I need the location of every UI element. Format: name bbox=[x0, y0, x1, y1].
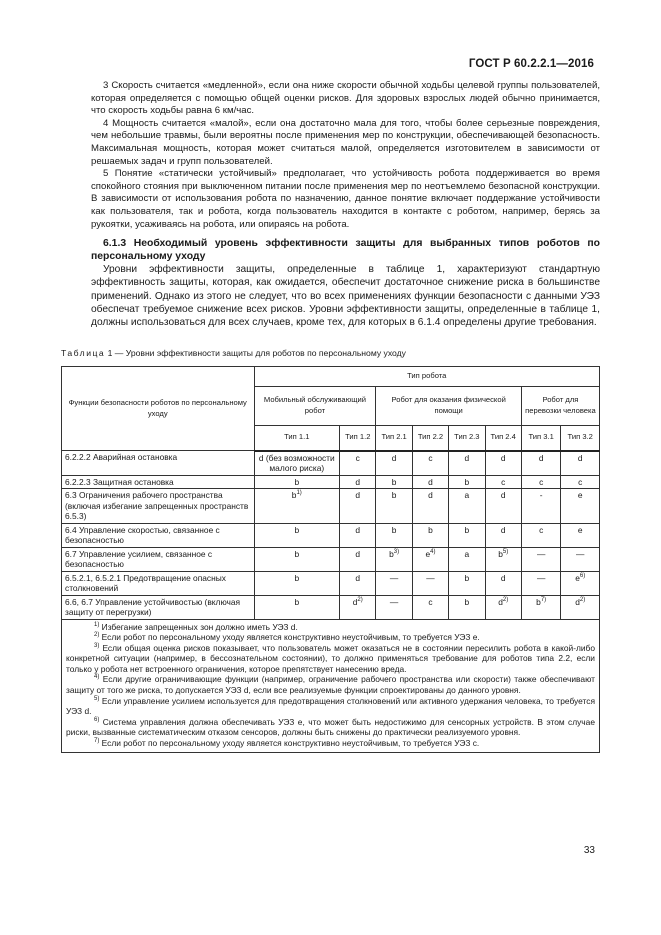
footnote-mark: 6) bbox=[579, 572, 586, 579]
table-note bbox=[66, 738, 595, 749]
cell-value: d (без возможности малого риска) bbox=[254, 451, 340, 476]
footnote-mark: 2) bbox=[357, 596, 363, 603]
table-row bbox=[62, 489, 600, 524]
cell-value: b bbox=[376, 523, 412, 547]
section-heading: 6.1.3 Необходимый уровень эффективности защиты для выбранных типов роботов по персональному уходу bbox=[91, 238, 600, 263]
footnote-mark: 1) bbox=[296, 490, 302, 496]
cell-value: b bbox=[291, 490, 297, 500]
table-row bbox=[62, 451, 600, 476]
page-number: 33 bbox=[583, 845, 595, 856]
table-note-text: Если робот по персональному уходу является конструктивно неустойчивым, то требуется УЭЗ c. bbox=[101, 738, 480, 749]
body-text bbox=[91, 80, 600, 329]
cell-value: c bbox=[561, 475, 600, 489]
table-row bbox=[62, 547, 600, 571]
footnote-mark: 5) bbox=[94, 695, 100, 702]
table-note bbox=[66, 632, 595, 643]
type-3-1: Тип 3.1 bbox=[521, 425, 561, 451]
cell-value-with-note bbox=[376, 547, 412, 571]
paragraph-note-5: 5 Понятие «статически устойчивый» предполагает, что устойчивость робота поддерживается во время спокойного стояния при выключенном питании после применения мер по неотъемлемо безопасной конструкции. В зависимости от использования робота по назначению, данное понятие включает поддержание устойчивости как пользователя, так и робота, когда пользователь находится в контакте с роботом, например, берясь за рукоятки, усаживаясь на робота, или опираясь на робота. bbox=[91, 168, 600, 230]
cell-value: — bbox=[376, 571, 412, 595]
group-physical-assistant: Робот для оказания физической помощи bbox=[376, 386, 521, 425]
cell-value: e bbox=[425, 548, 431, 559]
cell-value: b bbox=[254, 547, 340, 571]
cell-value: d bbox=[340, 489, 376, 524]
footnote-mark: 3) bbox=[94, 642, 100, 649]
table-notes bbox=[62, 619, 600, 752]
table-row bbox=[62, 571, 600, 595]
header-functions: Функции безопасности роботов по персональному уходу bbox=[62, 367, 255, 451]
table-row bbox=[62, 523, 600, 547]
cell-value: d bbox=[340, 523, 376, 547]
type-3-2: Тип 3.2 bbox=[561, 425, 600, 451]
cell-value: b bbox=[536, 596, 541, 607]
cell-value: — bbox=[521, 571, 561, 595]
cell-value: d bbox=[412, 475, 448, 489]
footnote-mark: 4) bbox=[94, 674, 100, 681]
cell-value: e bbox=[561, 489, 600, 524]
table-row bbox=[62, 595, 600, 619]
table-caption-label: Таблица bbox=[61, 348, 106, 358]
cell-value: — bbox=[561, 547, 600, 571]
row-function: 6.7 Управление усилием, связанное с безопасностью bbox=[62, 547, 255, 571]
table-note-text: Если управление усилием используется для предотвращения столкновений или активного удержания человека, то требуется УЭЗ d. bbox=[66, 695, 595, 717]
type-2-1: Тип 2.1 bbox=[376, 425, 412, 451]
table-row bbox=[62, 475, 600, 489]
table-caption-text: 1 — Уровни эффективности защиты для роботов по персональному уходу bbox=[107, 348, 406, 358]
cell-value: b bbox=[376, 475, 412, 489]
table-note-text: Система управления должна обеспечивать УЭЗ e, что может быть недостижимо для сенсорных устройств. В этом случае риски, вызванные систематическим отказом сенсоров, должны быть снижены до практически реализуемого уровня. bbox=[66, 716, 595, 738]
cell-value: d bbox=[561, 451, 600, 476]
cell-value-with-note bbox=[485, 547, 521, 571]
cell-value: d bbox=[340, 547, 376, 571]
header-robot-type: Тип робота bbox=[254, 367, 599, 387]
footnote-mark: 2) bbox=[579, 596, 586, 603]
footnote-mark: 1) bbox=[94, 621, 100, 628]
paragraph-note-3: 3 Скорость считается «медленной», если она ниже скорости обычной ходьбы целевой группы пользователей, которая определяется с помощью общей оценки рисков. Для здоровых взрослых людей обычно принимается, что скорость ходьбы равна 6 км/час. bbox=[91, 80, 600, 117]
cell-value-with-note bbox=[561, 571, 600, 595]
table-note-text: Избегание запрещенных зон должно иметь УЭЗ d. bbox=[101, 621, 298, 632]
cell-value: b bbox=[376, 489, 412, 524]
type-2-3: Тип 2.3 bbox=[449, 425, 485, 451]
cell-value: e bbox=[575, 572, 580, 583]
table-notes-row bbox=[62, 619, 600, 752]
footnote-mark: 3) bbox=[393, 548, 400, 555]
footnote-mark: 2) bbox=[502, 596, 509, 603]
table-note-text: Если робот по персональному уходу является конструктивно неустойчивым, то требуется УЭЗ e. bbox=[101, 632, 480, 643]
type-1-1: Тип 1.1 bbox=[254, 425, 340, 451]
type-1-2: Тип 1.2 bbox=[340, 425, 376, 451]
section-text: Уровни эффективности защиты, определенные в таблице 1, характеризуют стандартную эффективность защиты, которая, как ожидается, обеспечит достаточное снижение риска в большинстве применений. Однако из этого не следует, что во всех применениях функции безопасности с данными УЭЗ обеспечат требуемое снижение всех рисков. Уровни эффективности защиты, определенные в таблице 1, должны использоваться для всех случаев, кроме тех, для которых в 6.1.4 определены другие требования. bbox=[91, 264, 600, 328]
cell-value: b bbox=[449, 571, 485, 595]
table-note-text: Если другие ограничивающие функции (например, ограничение рабочего пространства или скорости) также обеспечивают защиту от того же риска, то допускается УЭЗ d, если все реализуемые функции спроектированы до данного уровня. bbox=[66, 674, 596, 696]
cell-value: c bbox=[412, 451, 448, 476]
table-note-text: Если общая оценка рисков показывает, что пользователь может оказаться не в состоянии пересилить робота в какой-либо конкретной ситуации (например, в бессознательном состоянии), то должно применяться требование для роботов типа 2.2, если только у робота нет встроенного ограничения, которое препятствует нанесению вреда. bbox=[66, 642, 595, 674]
cell-value: — bbox=[521, 547, 561, 571]
row-function: 6.4 Управление скоростью, связанное с безопасностью bbox=[62, 523, 255, 547]
cell-value: c bbox=[521, 475, 561, 489]
footnote-mark: 2) bbox=[94, 632, 100, 639]
table-note bbox=[66, 622, 595, 633]
row-function: 6.6, 6.7 Управление устойчивостью (включая защиту от перегрузки) bbox=[62, 595, 255, 619]
cell-value: d bbox=[340, 475, 376, 489]
footnote-mark: 7) bbox=[94, 738, 100, 745]
cell-value: d bbox=[485, 489, 521, 524]
cell-value: c bbox=[340, 451, 376, 476]
cell-value: d bbox=[352, 596, 358, 607]
row-function: 6.3 Ограничения рабочего пространства (включая избегание запрещенных пространств 6.5.3) bbox=[62, 489, 255, 524]
cell-value: d bbox=[485, 451, 521, 476]
cell-value: - bbox=[521, 489, 561, 524]
cell-value: d bbox=[498, 596, 503, 607]
row-function: 6.5.2.1, 6.5.2.1 Предотвращение опасных столкновений bbox=[62, 571, 255, 595]
footnote-mark: 4) bbox=[430, 548, 436, 555]
type-2-2: Тип 2.2 bbox=[412, 425, 448, 451]
cell-value: a bbox=[449, 489, 485, 524]
cell-value: — bbox=[376, 595, 412, 619]
paragraph-note-4: 4 Мощность считается «малой», если она достаточно мала для того, чтобы более серьезные повреждения, чем небольшие травмы, были вероятны после применения мер по конструкции, обеспечивающей безопасность. Максимальная мощность, которая может считаться малой, определяется изготовителем в зависимости от решаемых задач и групп пользователей. bbox=[91, 117, 600, 167]
cell-value: e bbox=[561, 523, 600, 547]
cell-value: c bbox=[485, 475, 521, 489]
cell-value: b bbox=[389, 548, 394, 559]
footnote-mark: 5) bbox=[502, 548, 509, 555]
cell-value: d bbox=[449, 451, 485, 476]
cell-value: b bbox=[254, 475, 340, 489]
footnote-mark: 7) bbox=[540, 596, 547, 603]
cell-value-with-note bbox=[521, 595, 561, 619]
cell-value: c bbox=[412, 595, 448, 619]
cell-value: d bbox=[340, 571, 376, 595]
row-function: 6.2.2.2 Аварийная остановка bbox=[62, 451, 255, 476]
cell-value: b bbox=[449, 595, 485, 619]
table-note bbox=[66, 696, 595, 717]
cell-value-with-note bbox=[485, 595, 521, 619]
cell-value: b bbox=[498, 548, 503, 559]
table-note bbox=[66, 674, 595, 695]
cell-value: b bbox=[412, 523, 448, 547]
cell-value: d bbox=[485, 523, 521, 547]
table-note bbox=[66, 717, 595, 738]
cell-value-with-note bbox=[412, 547, 448, 571]
group-person-carrier: Робот для перевозки человека bbox=[521, 386, 599, 425]
type-2-4: Тип 2.4 bbox=[485, 425, 521, 451]
table-caption bbox=[61, 348, 406, 358]
table-note bbox=[66, 643, 595, 675]
cell-value: d bbox=[521, 451, 561, 476]
footnote-mark: 6) bbox=[94, 716, 100, 723]
cell-value: b bbox=[254, 595, 340, 619]
group-mobile-service: Мобильный обслуживающий робот bbox=[254, 386, 376, 425]
standard-code: ГОСТ Р 60.2.2.1—2016 bbox=[468, 58, 594, 70]
cell-value: d bbox=[575, 596, 580, 607]
cell-value: b bbox=[254, 571, 340, 595]
cell-value-with-note bbox=[340, 595, 376, 619]
cell-value: d bbox=[412, 489, 448, 524]
cell-value: a bbox=[449, 547, 485, 571]
cell-value: b bbox=[449, 523, 485, 547]
cell-value: c bbox=[521, 523, 561, 547]
cell-value: — bbox=[412, 571, 448, 595]
cell-value-with-note bbox=[561, 595, 600, 619]
row-function: 6.2.2.3 Защитная остановка bbox=[62, 475, 255, 489]
cell-value: b bbox=[254, 523, 340, 547]
cell-value: d bbox=[485, 571, 521, 595]
cell-value: d bbox=[376, 451, 412, 476]
cell-value: b bbox=[449, 475, 485, 489]
protection-levels-table bbox=[61, 366, 600, 753]
cell-value-with-note bbox=[254, 489, 340, 524]
